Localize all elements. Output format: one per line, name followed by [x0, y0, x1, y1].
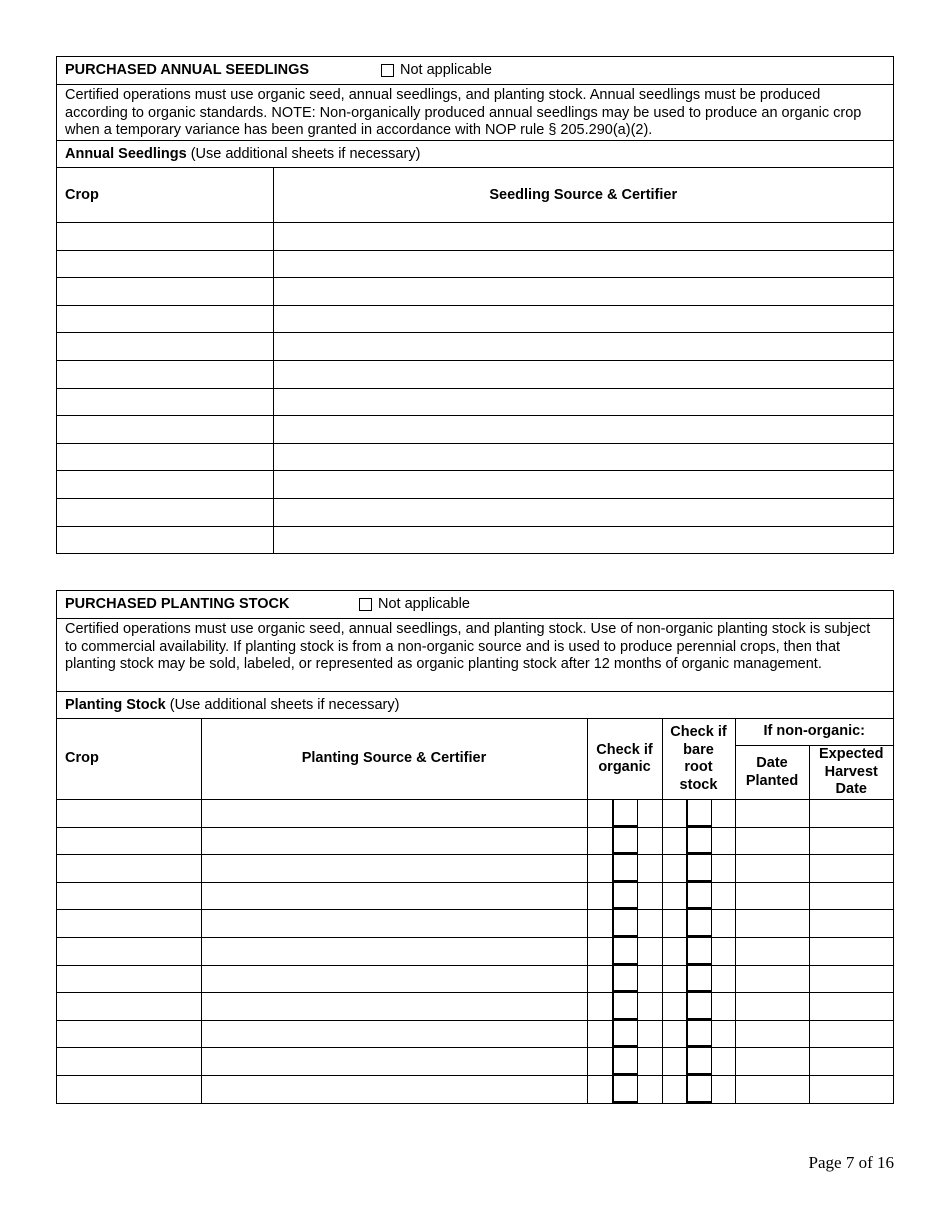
table-row — [57, 827, 893, 855]
column-header-expected-harvest: Expected Harvest Date — [809, 746, 893, 800]
organic-checkbox[interactable] — [612, 993, 638, 1020]
table-row — [57, 360, 893, 388]
organic-checkbox[interactable] — [612, 883, 638, 910]
crop-cell[interactable] — [57, 827, 201, 855]
table-row — [57, 1075, 893, 1102]
column-header-seedling-source: Seedling Source & Certifier — [273, 168, 893, 223]
crop-cell[interactable] — [57, 498, 273, 526]
table-row — [57, 855, 893, 883]
date-planted-cell[interactable] — [735, 800, 809, 828]
annual-seedlings-header — [57, 57, 893, 85]
organic-checkbox[interactable] — [612, 828, 638, 855]
bare-root-check-cell — [662, 1048, 735, 1076]
organic-check-cell — [587, 855, 662, 883]
organic-check-cell — [587, 827, 662, 855]
crop-cell[interactable] — [57, 250, 273, 278]
date-planted-cell[interactable] — [735, 855, 809, 883]
table-row — [57, 965, 893, 993]
table-row — [57, 800, 893, 828]
seedling-source-cell[interactable] — [273, 443, 893, 471]
seedling-source-cell[interactable] — [273, 278, 893, 306]
date-planted-cell[interactable] — [735, 993, 809, 1021]
organic-check-cell — [587, 800, 662, 828]
bare-root-check-cell — [662, 910, 735, 938]
table-row — [57, 333, 893, 361]
table-row — [57, 278, 893, 306]
crop-cell[interactable] — [57, 800, 201, 828]
expected-harvest-cell[interactable] — [809, 800, 893, 828]
expected-harvest-cell[interactable] — [809, 1048, 893, 1076]
annual-seedlings-section — [56, 56, 894, 554]
seedling-source-cell[interactable] — [273, 526, 893, 553]
crop-cell[interactable] — [57, 993, 201, 1021]
planting-source-cell[interactable] — [201, 1075, 587, 1102]
planting-stock-header — [57, 591, 893, 619]
date-planted-cell[interactable] — [735, 1020, 809, 1048]
planting-source-cell[interactable] — [201, 1020, 587, 1048]
crop-cell[interactable] — [57, 526, 273, 553]
expected-harvest-cell[interactable] — [809, 910, 893, 938]
bare-root-checkbox[interactable] — [686, 938, 712, 965]
annual-seedlings-description: Certified operations must use organic seed, annual seedlings, and planting stock. Annual seedlings must be produced according to organic standards. NOTE: Non-organically produced annual seedlings may be used to produce an organic crop when a temporary variance has been granted in accordance with NOP rule § 205.290(a)(2). — [57, 85, 893, 141]
bare-root-check-cell — [662, 882, 735, 910]
crop-cell[interactable] — [57, 1048, 201, 1076]
bare-root-check-cell — [662, 993, 735, 1021]
planting-stock-subheading — [57, 692, 893, 719]
bare-root-checkbox[interactable] — [686, 855, 712, 882]
table-row — [57, 388, 893, 416]
table-row — [57, 498, 893, 526]
organic-check-cell — [587, 965, 662, 993]
column-header-crop: Crop — [57, 168, 273, 223]
annual-seedlings-not-applicable[interactable] — [381, 62, 492, 78]
table-row — [57, 305, 893, 333]
bare-root-checkbox[interactable] — [686, 966, 712, 993]
table-header-row — [57, 719, 893, 746]
planting-stock-description: Certified operations must use organic seed, annual seedlings, and planting stock. Use of non-organic planting stock is subject to commercial availability. If planting stock is from a non-organic source and is used to produce perennial crops, then that planting stock may be sold, labeled, or represented as organic planting stock after 12 months of organic management. — [57, 619, 893, 692]
column-header-planting-source: Planting Source & Certifier — [201, 719, 587, 800]
bare-root-check-cell — [662, 1020, 735, 1048]
organic-check-cell — [587, 910, 662, 938]
planting-source-cell[interactable] — [201, 965, 587, 993]
organic-checkbox[interactable] — [612, 1076, 638, 1103]
planting-source-cell[interactable] — [201, 855, 587, 883]
expected-harvest-cell[interactable] — [809, 1075, 893, 1102]
table-row — [57, 937, 893, 965]
column-header-if-non-organic: If non-organic: — [735, 719, 893, 746]
organic-checkbox[interactable] — [612, 1021, 638, 1048]
expected-harvest-cell[interactable] — [809, 882, 893, 910]
annual-seedlings-subheading-note: (Use additional sheets if necessary) — [186, 146, 421, 162]
organic-checkbox[interactable] — [612, 910, 638, 937]
planting-source-cell[interactable] — [201, 910, 587, 938]
bare-root-check-cell — [662, 965, 735, 993]
expected-harvest-cell[interactable] — [809, 827, 893, 855]
crop-cell[interactable] — [57, 882, 201, 910]
date-planted-cell[interactable] — [735, 882, 809, 910]
expected-harvest-cell[interactable] — [809, 1020, 893, 1048]
crop-cell[interactable] — [57, 965, 201, 993]
column-header-check-bare-root: Check if bare root stock — [662, 719, 735, 800]
planting-source-cell[interactable] — [201, 993, 587, 1021]
organic-checkbox[interactable] — [612, 966, 638, 993]
organic-check-cell — [587, 1048, 662, 1076]
crop-cell[interactable] — [57, 305, 273, 333]
expected-harvest-cell[interactable] — [809, 993, 893, 1021]
crop-cell[interactable] — [57, 910, 201, 938]
organic-checkbox[interactable] — [612, 855, 638, 882]
crop-cell[interactable] — [57, 416, 273, 444]
bare-root-checkbox[interactable] — [686, 800, 712, 827]
date-planted-cell[interactable] — [735, 1075, 809, 1102]
page-number: Page 7 of 16 — [808, 1153, 894, 1172]
table-row — [57, 471, 893, 499]
crop-cell[interactable] — [57, 333, 273, 361]
table-row — [57, 993, 893, 1021]
organic-check-cell — [587, 993, 662, 1021]
planting-stock-subheading-note: (Use additional sheets if necessary) — [165, 697, 400, 713]
bare-root-checkbox[interactable] — [686, 1021, 712, 1048]
annual-seedlings-subheading-title: Annual Seedlings — [65, 146, 187, 162]
crop-cell[interactable] — [57, 360, 273, 388]
bare-root-checkbox[interactable] — [686, 910, 712, 937]
organic-checkbox[interactable] — [612, 938, 638, 965]
table-row — [57, 1048, 893, 1076]
bare-root-checkbox[interactable] — [686, 1076, 712, 1103]
organic-check-cell — [587, 937, 662, 965]
organic-check-cell — [587, 882, 662, 910]
annual-seedlings-table — [57, 168, 893, 553]
seedling-source-cell[interactable] — [273, 471, 893, 499]
column-header-check-organic: Check if organic — [587, 719, 662, 800]
crop-cell[interactable] — [57, 388, 273, 416]
planting-stock-not-applicable-checkbox[interactable] — [359, 598, 372, 611]
bare-root-checkbox[interactable] — [686, 1048, 712, 1075]
crop-cell[interactable] — [57, 223, 273, 251]
table-row — [57, 416, 893, 444]
seedling-source-cell[interactable] — [273, 360, 893, 388]
seedling-source-cell[interactable] — [273, 305, 893, 333]
table-header-row — [57, 168, 893, 223]
crop-cell[interactable] — [57, 855, 201, 883]
bare-root-check-cell — [662, 855, 735, 883]
planting-source-cell[interactable] — [201, 800, 587, 828]
seedling-source-cell[interactable] — [273, 333, 893, 361]
annual-seedlings-subheading — [57, 141, 893, 168]
planting-stock-section — [56, 590, 894, 1104]
planting-source-cell[interactable] — [201, 827, 587, 855]
table-row — [57, 910, 893, 938]
column-header-date-planted: Date Planted — [735, 746, 809, 800]
seedling-source-cell[interactable] — [273, 388, 893, 416]
crop-cell[interactable] — [57, 937, 201, 965]
seedling-source-cell[interactable] — [273, 223, 893, 251]
organic-checkbox[interactable] — [612, 800, 638, 827]
bare-root-checkbox[interactable] — [686, 883, 712, 910]
table-row — [57, 882, 893, 910]
crop-cell[interactable] — [57, 1020, 201, 1048]
seedling-source-cell[interactable] — [273, 498, 893, 526]
expected-harvest-cell[interactable] — [809, 965, 893, 993]
column-header-crop: Crop — [57, 719, 201, 800]
planting-stock-not-applicable[interactable] — [359, 596, 470, 612]
annual-seedlings-not-applicable-checkbox[interactable] — [381, 64, 394, 77]
bare-root-check-cell — [662, 937, 735, 965]
planting-stock-table — [57, 719, 893, 1103]
expected-harvest-cell[interactable] — [809, 937, 893, 965]
date-planted-cell[interactable] — [735, 827, 809, 855]
planting-stock-not-applicable-label: Not applicable — [378, 596, 470, 612]
crop-cell[interactable] — [57, 278, 273, 306]
table-row — [57, 1020, 893, 1048]
organic-checkbox[interactable] — [612, 1048, 638, 1075]
crop-cell[interactable] — [57, 443, 273, 471]
annual-seedlings-not-applicable-label: Not applicable — [400, 62, 492, 78]
bare-root-check-cell — [662, 827, 735, 855]
crop-cell[interactable] — [57, 471, 273, 499]
date-planted-cell[interactable] — [735, 1048, 809, 1076]
planting-source-cell[interactable] — [201, 882, 587, 910]
planting-source-cell[interactable] — [201, 937, 587, 965]
bare-root-check-cell — [662, 800, 735, 828]
bare-root-checkbox[interactable] — [686, 828, 712, 855]
expected-harvest-cell[interactable] — [809, 855, 893, 883]
annual-seedlings-title: PURCHASED ANNUAL SEEDLINGS — [65, 62, 310, 78]
planting-source-cell[interactable] — [201, 1048, 587, 1076]
bare-root-check-cell — [662, 1075, 735, 1102]
date-planted-cell[interactable] — [735, 965, 809, 993]
crop-cell[interactable] — [57, 1075, 201, 1102]
organic-check-cell — [587, 1020, 662, 1048]
date-planted-cell[interactable] — [735, 910, 809, 938]
table-row — [57, 526, 893, 553]
organic-check-cell — [587, 1075, 662, 1102]
seedling-source-cell[interactable] — [273, 250, 893, 278]
table-row — [57, 223, 893, 251]
planting-stock-subheading-title: Planting Stock — [65, 697, 166, 713]
table-row — [57, 250, 893, 278]
table-row — [57, 443, 893, 471]
bare-root-checkbox[interactable] — [686, 993, 712, 1020]
date-planted-cell[interactable] — [735, 937, 809, 965]
seedling-source-cell[interactable] — [273, 416, 893, 444]
planting-stock-title: PURCHASED PLANTING STOCK — [65, 596, 290, 612]
